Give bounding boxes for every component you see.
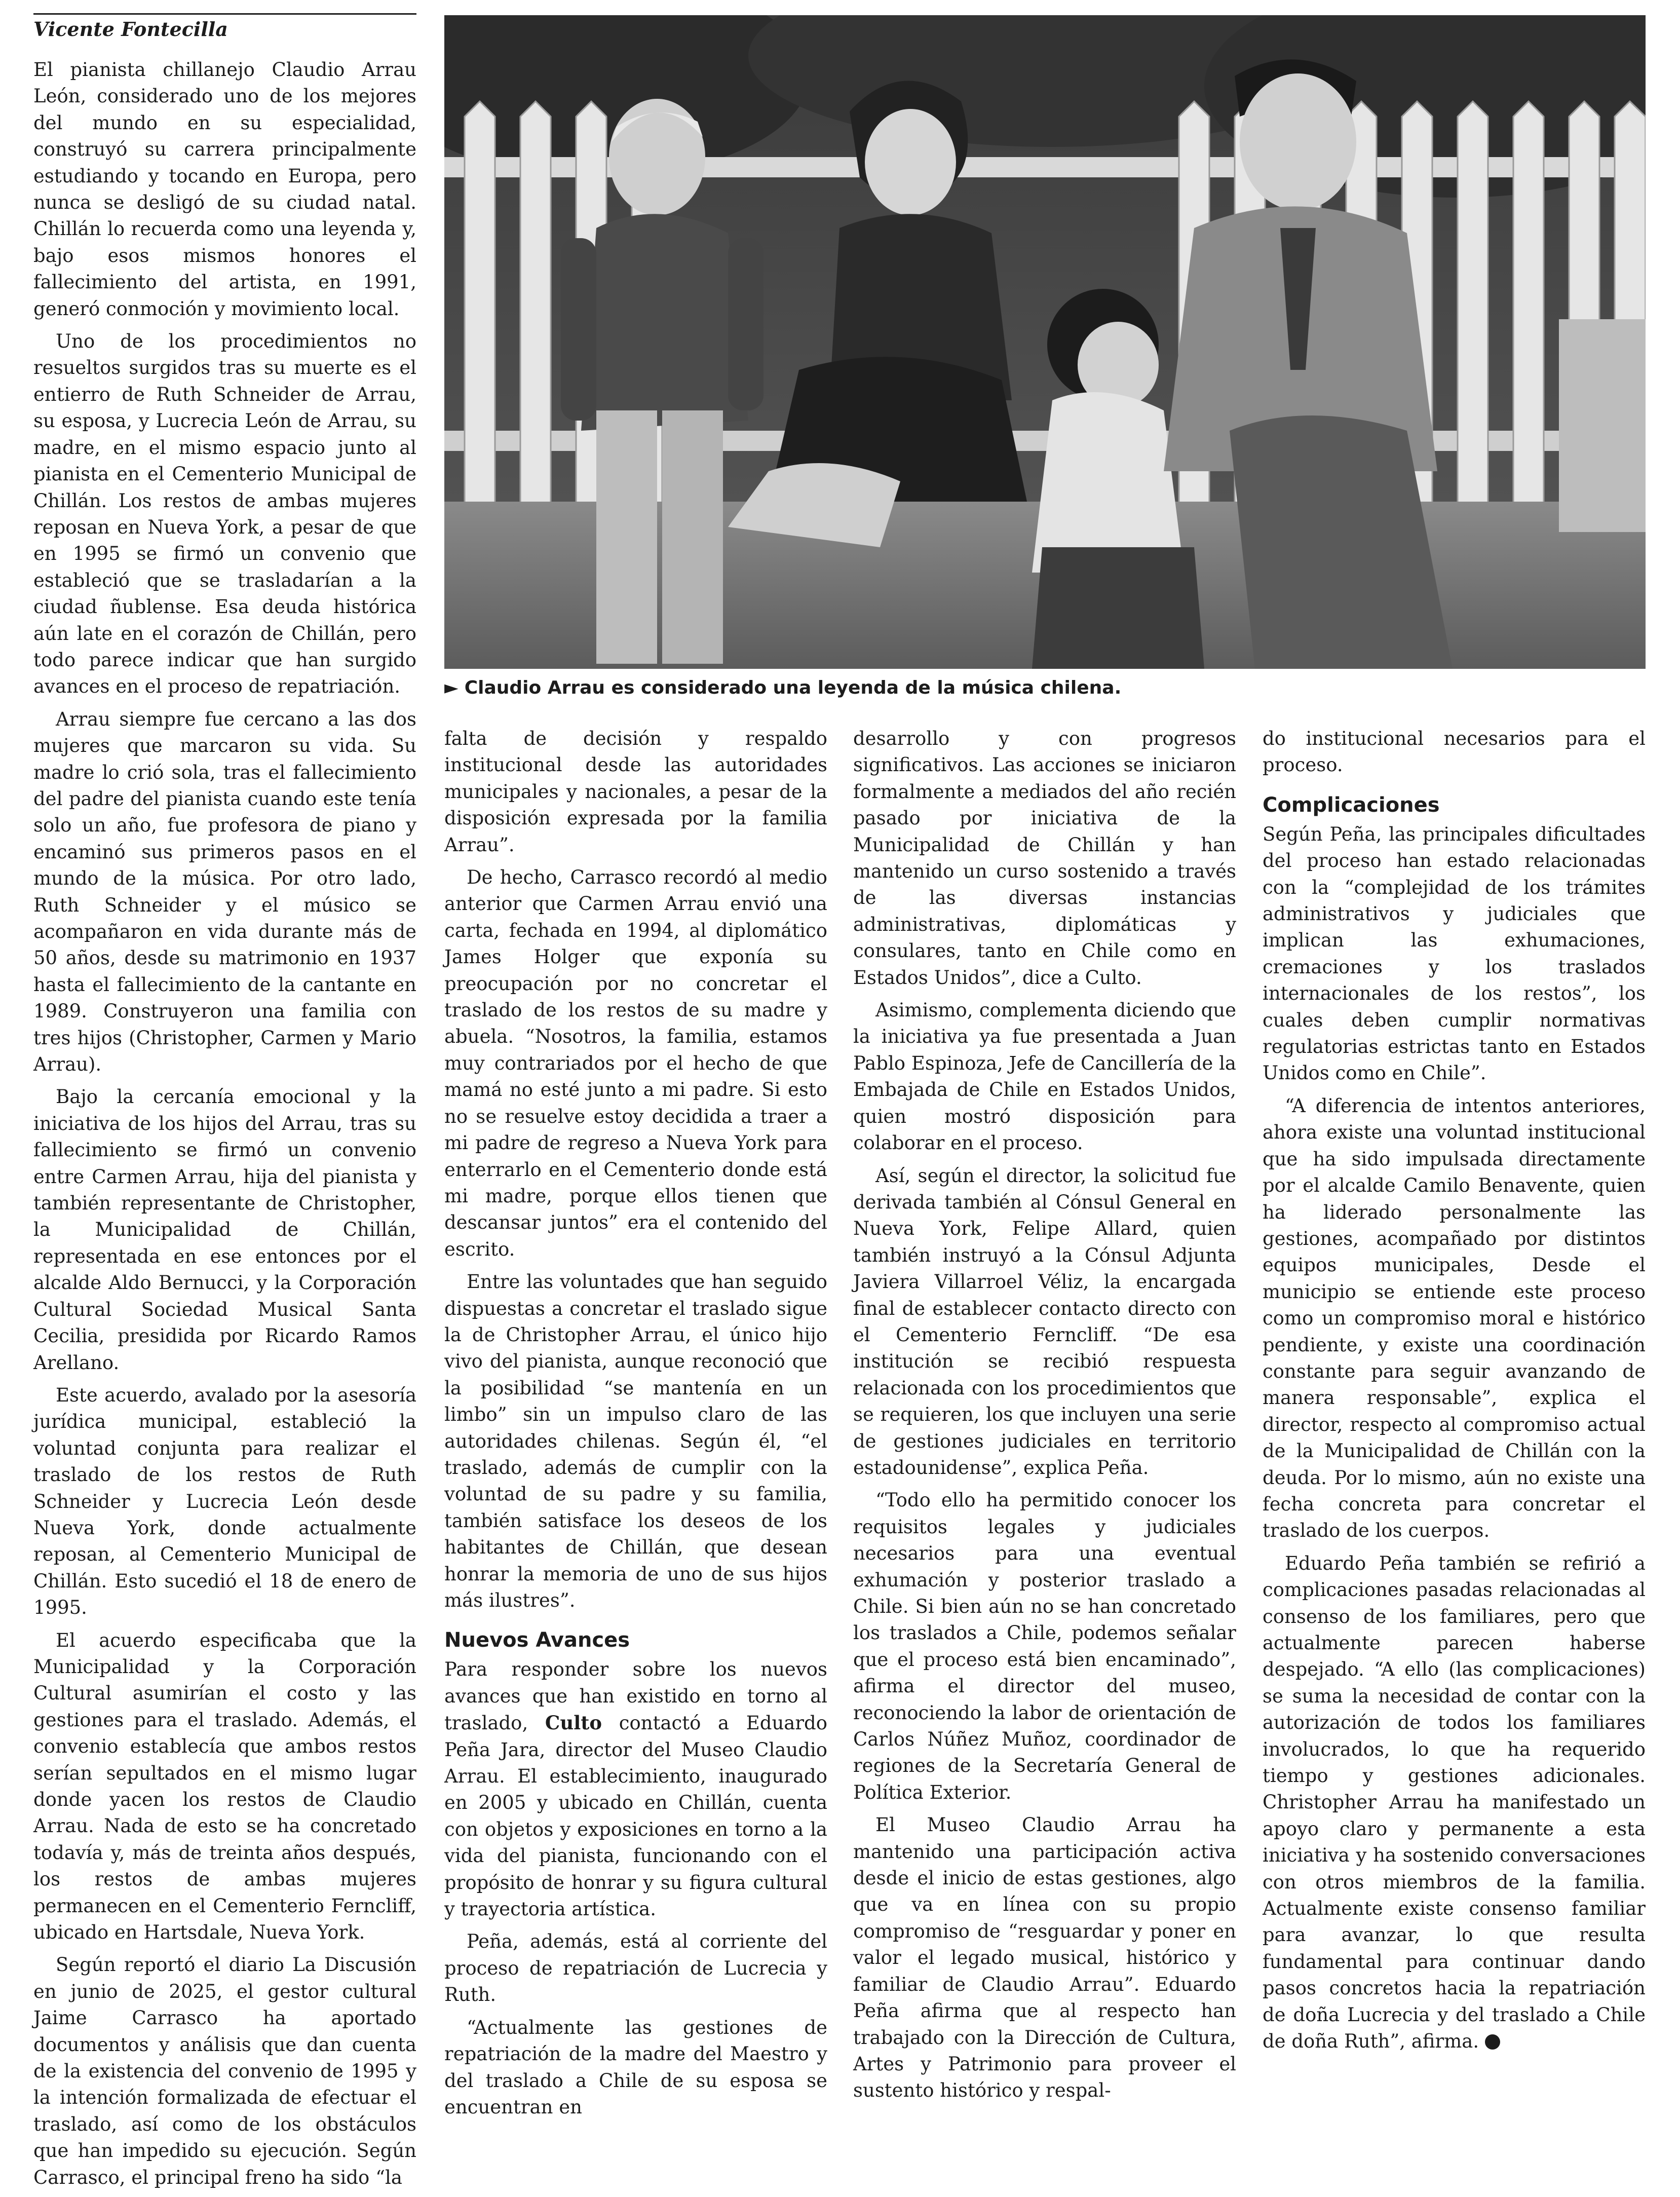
paragraph-text: contactó a Eduardo Peña Jara, director del Museo Claudio Arrau. El establecimiento, inaugurado en 2005 y ubicado en Chillán, cuenta con objetos y exposiciones en torno a la vida del pianista, funcionando con el propósito de honrar y su figura cultural y trayectoria artística. xyxy=(444,1712,827,1920)
byline-rule xyxy=(33,13,416,15)
paragraph: El pianista chillanejo Claudio Arrau León, considerado uno de los mejores del mundo en su especialidad, construyó su carrera principalmente estudiando y tocando en Europa, pero nunca se desligó de su ciudad natal. Chillán lo recuerda como una leyenda y, bajo esos mismos honores el fallecimiento del artista, en 1991, generó conmoción y movimiento local. xyxy=(33,59,416,320)
paragraph: Según reportó el diario La Discusión en junio de 2025, el gestor cultural Jaime Carrasco ha aportado documentos y análisis que dan cuenta de la existencia del convenio de 1995 y la intención formalizada de efectuar el traslado, así como de los obstáculos que han impedido su ejecución. Según Carrasco, el principal freno ha sido “la xyxy=(33,1954,416,2188)
publication-name: Culto xyxy=(545,1712,602,1734)
paragraph: El acuerdo especificaba que la Municipalidad y la Corporación Cultural asumirían el costo y las gestiones para el traslado. Además, el convenio establecía que ambos restos serían sepultados en el mismo lugar donde yacen los restos de Claudio Arrau. Nada de esto se ha concretado todavía y, más de treinta años después, los restos de ambas mujeres permanecen en el Cementerio Ferncliff, ubicado en Hartsdale, Nueva York. xyxy=(33,1629,416,1944)
paragraph: Este acuerdo, avalado por la asesoría jurídica municipal, estableció la voluntad conjunta para realizar el traslado de los restos de Ruth Schneider y Lucrecia León desde Nueva York, donde actualmente reposan, al Cementerio Municipal de Chillán. Esto sucedió el 18 de enero de 1995. xyxy=(33,1384,416,1619)
paragraph xyxy=(444,1656,827,1922)
end-of-article-icon xyxy=(1485,2034,1500,2050)
paragraph-text: Eduardo Peña también se refirió a complicaciones pasadas relacionadas al consenso de los familiares, pero que actualmente parecen haberse despejado. “A ello (las complicaciones) se suma la necesidad de contar con la autorización de todos los familiares involucrados, lo que ha requerido tiempo y gestiones adicionales. Christopher Arrau ha manifestado un apoyo claro y permanente a esta iniciativa y ha sostenido conversaciones con otros miembros de la familia. Actualmente existe consenso familiar para avanzar, lo que resulta fundamental para continuar dando pasos concretos hacia la repatriación de doña Lucrecia y del traslado a Chile de doña Ruth”, afirma. xyxy=(1263,1552,1646,2053)
caption-text: Claudio Arrau es considerado una leyenda de la música chilena. xyxy=(464,677,1122,698)
paragraph xyxy=(1263,1550,1646,2055)
section-heading-nuevos-avances: Nuevos Avances xyxy=(444,1628,630,1652)
paragraph: Asimismo, complementa diciendo que la iniciativa ya fue presentada a Juan Pablo Espinoza, Jefe de Cancillería de la Embajada de Chile en Estados Unidos, quien mostró disposición para colaborar en el proceso. xyxy=(853,999,1236,1154)
paragraph-text: Para responder sobre los nuevos avances que han existido en torno al traslado, xyxy=(444,1658,827,1734)
paragraph: do institucional necesarios para el proceso. xyxy=(1263,728,1646,776)
paragraph: falta de decisión y respaldo institucional desde las autoridades municipales y nacionales, a pesar de la disposición expresada por la familia Arrau”. xyxy=(444,728,827,856)
paragraph: Entre las voluntades que han seguido dispuestas a concretar el traslado sigue la de Christopher Arrau, el único hijo vivo del pianista, aunque reconoció que la posibilidad “se mantenía en un limbo” sin un impulso claro de las autoridades chilenas. Según él, “el traslado, además de cumplir con la voluntad de su padre y su familia, también satisface los deseos de los habitantes de Chillán, que desean honrar la memoria de uno de sus hijos más ilustres”. xyxy=(444,1271,827,1611)
paragraph: De hecho, Carrasco recordó al medio anterior que Carmen Arrau envió una carta, fechada en 1994, al diplomático James Holger que exponía su preocupación por no concretar el traslado de los restos de su madre y abuela. “Nosotros, la familia, estamos muy contrariados por el hecho de que mamá no esté junto a mi padre. Si esto no se resuelve estoy decidida a traer a mi padre de regreso a Nueva York para enterrarlo en el Cementerio donde está mi madre, porque ellos tienen que descansar juntos” era el contenido del escrito. xyxy=(444,866,827,1260)
article-column-4 xyxy=(1263,726,1646,2061)
paragraph: Arrau siempre fue cercano a las dos mujeres que marcaron su vida. Su madre lo crió sola, tras el fallecimiento del padre del pianista cuando este tenía solo un año, fue profesora de piano y encaminó sus primeros pasos en el mundo de la música. Por otro lado, Ruth Schneider y el músico se acompañaron en vida durante más de 50 años, desde su matrimonio en 1937 hasta el fallecimiento de la cantante en 1989. Construyeron una familia con tres hijos (Christopher, Carmen y Mario Arrau). xyxy=(33,708,416,1076)
paragraph: El Museo Claudio Arrau ha mantenido una participación activa desde el inicio de estas gestiones, algo que va en línea con su propio compromiso de “resguardar y poner en valor el legado musical, histórico y familiar de Claudio Arrau”. Eduardo Peña afirma que al respecto han trabajado con la Dirección de Cultura, Artes y Patrimonio para proveer el sustento histórico y respal- xyxy=(853,1814,1236,2102)
photo-caption xyxy=(444,676,1646,700)
caption-arrow-icon: ► xyxy=(444,677,459,698)
byline: Vicente Fontecilla xyxy=(33,18,228,41)
paragraph: “A diferencia de intentos anteriores, ahora existe una voluntad institucional que ha sido impulsada directamente por el alcalde Camilo Benavente, quien ha liderado personalmente las gestiones, acompañado por distintos equipos municipales, Desde el municipio se entiende este proceso como un compromiso moral e histórico pendiente, y existe una coordinación constante para seguir avanzando de manera responsable”, explica el director, respecto al compromiso actual de la Municipalidad de Chillán con la deuda. Por lo mismo, aún no existe una fecha concreta para concretar el traslado de los cuerpos. xyxy=(1263,1094,1646,1542)
paragraph: Peña, además, está al corriente del proceso de repatriación de Lucrecia y Ruth. xyxy=(444,1930,827,2006)
article-column-1 xyxy=(33,57,416,2197)
paragraph: “Todo ello ha permitido conocer los requisitos legales y judiciales necesarios para una eventual exhumación y posterior traslado a Chile. Si bien aún no se han concretado los traslados a Chile, podemos señalar que el proceso está bien encaminado”, afirma el director del museo, reconociendo la labor de orientación de Carlos Núñez Muñoz, coordinador de regiones de la Secretaría General de Política Exterior. xyxy=(853,1489,1236,1803)
paragraph: desarrollo y con progresos significativos. Las acciones se iniciaron formalmente a mediados del año recién pasado por iniciativa de la Municipalidad de Chillán y han mantenido un curso sostenido a través de las diversas instancias administrativas, diplomáticas y consulares, tanto en Chile como en Estados Unidos”, dice a Culto. xyxy=(853,728,1236,989)
paragraph: “Actualmente las gestiones de repatriación de la madre del Maestro y del traslado a Chile de su esposa se encuentran en xyxy=(444,2016,827,2118)
paragraph: Uno de los procedimientos no resueltos surgidos tras su muerte es el entierro de Ruth Schneider de Arrau, su esposa, y Lucrecia León de Arrau, su madre, en el mismo espacio junto al pianista en el Cementerio Municipal de Chillán. Los restos de ambas mujeres reposan en Nueva York, a pesar de que en 1995 se firmó un convenio que estableció que se trasladarían a la ciudad ñublense. Esa deuda histórica aún late en el corazón de Chillán, pero todo parece indicar que han surgido avances en el proceso de repatriación. xyxy=(33,330,416,698)
paragraph: Según Peña, las principales dificultades del proceso han estado relacionadas con la “complejidad de los trámites administrativos y judiciales que implican las exhumaciones, cremaciones y los traslados internacionales de los restos”, los cuales deben cumplir normativas regulatorias estrictas tanto en Estados Unidos como en Chile”. xyxy=(1263,823,1646,1084)
paragraph: Bajo la cercanía emocional y la iniciativa de los hijos del Arrau, tras su fallecimiento se firmó un convenio entre Carmen Arrau, hija del pianista y también representante de Christopher, la Municipalidad de Chillán, representada en ese entonces por el alcalde Aldo Bernucci, y la Corporación Cultural Sociedad Musical Santa Cecilia, presidida por Ricardo Ramos Arellano. xyxy=(33,1086,416,1374)
paragraph: Así, según el director, la solicitud fue derivada también al Cónsul General en Nueva York, Felipe Allard, quien también instruyó a la Cónsul Adjunta Javiera Villarroel Véliz, la encargada final de establecer contacto directo con el Cementerio Ferncliff. “De esa institución se recibió respuesta relacionada con los procedimientos que se requieren, los que incluyen una serie de gestiones judiciales en territorio estadounidense”, explica Peña. xyxy=(853,1164,1236,1479)
article-column-2 xyxy=(444,726,827,2127)
family-photo xyxy=(444,15,1646,669)
article-column-3 xyxy=(853,726,1236,2110)
section-heading-complicaciones: Complicaciones xyxy=(1263,793,1440,817)
